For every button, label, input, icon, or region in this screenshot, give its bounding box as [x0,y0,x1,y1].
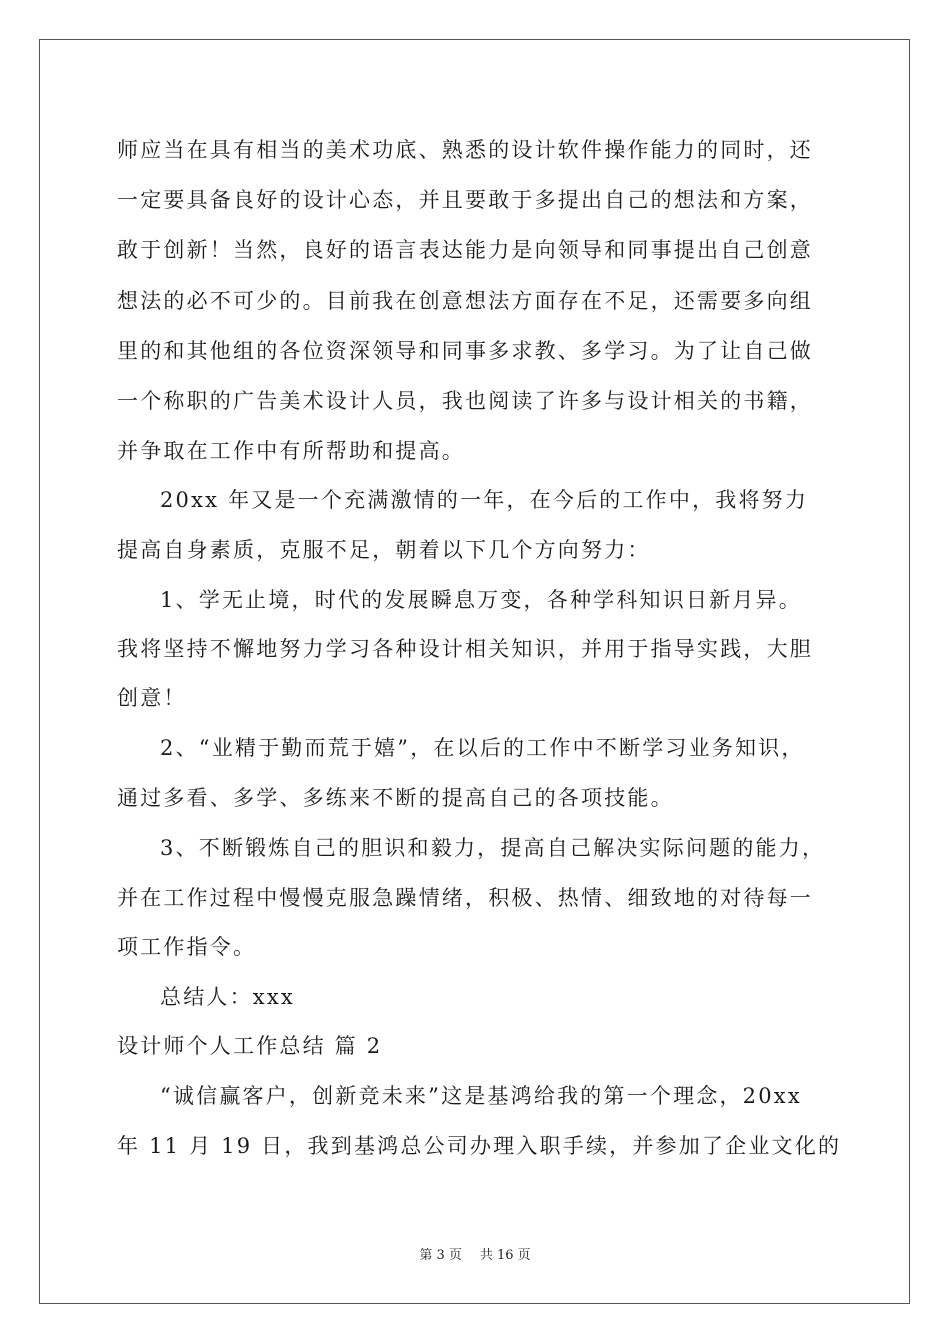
body-line: 通过多看、多学、多练来不断的提高自己的各项技能。 [117,786,674,810]
body-line: 项工作指令。 [117,935,257,959]
body-line: 并争取在工作中有所帮助和提高。 [117,439,465,463]
body-line: 并在工作过程中慢慢克服急躁情绪，积极、热情、细致地的对待每一 [117,886,813,910]
signature-line: 总结人：xxx [160,985,295,1009]
body-line: 一个称职的广告美术设计人员，我也阅读了许多与设计相关的书籍， [117,389,813,413]
body-line: 3、不断锻炼自己的胆识和毅力，提高自己解决实际问题的能力， [160,836,826,860]
page-footer [0,1248,950,1264]
body-line: 一定要具备良好的设计心态，并且要敢于多提出自己的想法和方案， [117,188,813,212]
body-line: 敢于创新！当然，良好的语言表达能力是向领导和同事提出自己创意 [117,238,813,262]
body-line: 里的和其他组的各位资深领导和同事多求教、多学习。为了让自己做 [117,339,813,363]
body-line: 想法的必不可少的。目前我在创意想法方面存在不足，还需要多向组 [117,289,813,313]
body-line: 年 11 月 19 日，我到基鸿总公司办理入职手续，并参加了企业文化的 [117,1134,842,1158]
body-line: 1、学无止境，时代的发展瞬息万变，各种学科知识日新月异。 [160,588,802,612]
body-line: 创意！ [117,686,187,710]
section-heading: 设计师个人工作总结 篇 2 [117,1034,383,1058]
body-line: 师应当在具有相当的美术功底、熟悉的设计软件操作能力的同时，还 [117,138,813,162]
body-line: 20xx 年又是一个充满激情的一年，在今后的工作中，我将努力 [160,488,809,512]
page-number: 第 3 页 [419,1248,462,1263]
body-line: 我将坚持不懈地努力学习各种设计相关知识，并用于指导实践，大胆 [117,637,813,661]
page-total: 共 16 页 [479,1248,531,1263]
body-line: 2、“业精于勤而荒于嬉”，在以后的工作中不断学习业务知识， [160,736,805,760]
body-line: 提高自身素质，克服不足，朝着以下几个方向努力： [117,538,651,562]
page-border [39,39,910,1304]
body-line: “诚信赢客户，创新竞未来”这是基鸿给我的第一个理念，20xx [160,1084,802,1108]
